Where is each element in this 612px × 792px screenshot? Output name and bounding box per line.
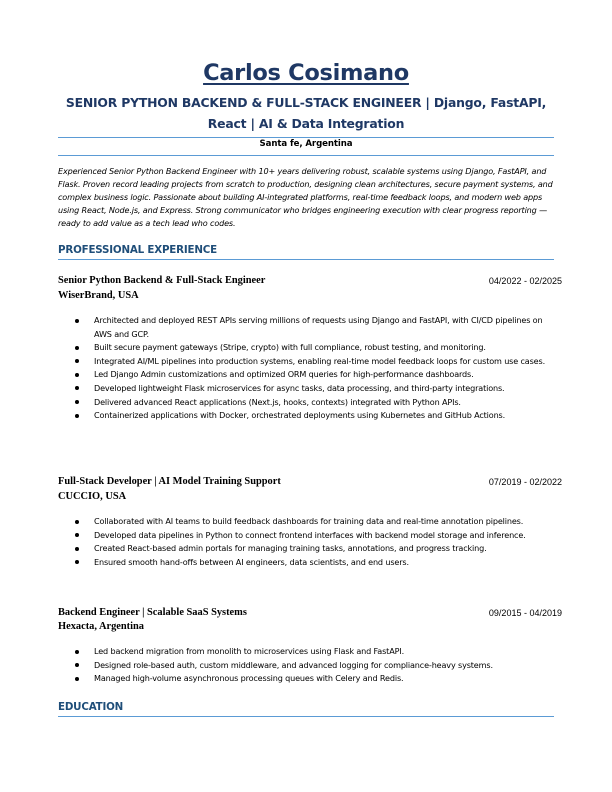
bullet-icon: [75, 663, 79, 667]
bullet-item: Ensured smooth hand-offs between AI engineers, data scientists, and end users.: [58, 556, 558, 570]
bullet-icon: [75, 677, 79, 681]
job-title: Full-Stack Developer | AI Model Training Support: [58, 476, 281, 487]
job-dates: 04/2022 - 02/2025: [488, 276, 562, 286]
bullet-icon: [75, 319, 79, 323]
job-company: WiserBrand, USA: [58, 290, 139, 301]
section-title-experience: PROFESSIONAL EXPERIENCE: [58, 244, 217, 256]
bullet-icon: [75, 359, 79, 363]
bullet-item: Developed data pipelines in Python to connect frontend interfaces with backend model storage and inference.: [58, 529, 558, 543]
headline: SENIOR PYTHON BACKEND & FULL-STACK ENGINEER | Django, FastAPI, React | AI & Data Integration: [65, 95, 547, 131]
bullet-item: Integrated AI/ML pipelines into production systems, enabling real-time model feedback loops for custom use cases.: [58, 355, 558, 369]
section-title-education: EDUCATION: [58, 701, 124, 713]
professional-summary: Experienced Senior Python Backend Engineer with 10+ years delivering robust, scalable systems using Django, FastAPI, and Flask. Proven record leading projects from scratch to production, designing clean architectures, secure payment systems, and complex business logic. Passionate about building AI-integrated platforms, real-time feedback loops, and modern web apps using React, Node.js, and Express. Strong communicator who bridges engineering execution with clear progress reporting — ready to add value as a tech lead who codes.: [58, 166, 553, 229]
job-title: Backend Engineer | Scalable SaaS Systems: [58, 607, 247, 618]
bullet-item: Led Django Admin customizations and optimized ORM queries for high-performance dashboards.: [58, 368, 558, 382]
bullet-icon: [75, 560, 79, 564]
job-company: CUCCIO, USA: [58, 491, 127, 502]
bullet-icon: [75, 386, 79, 390]
bullet-icon: [75, 400, 79, 404]
header-rule-top: [58, 137, 554, 138]
bullet-icon: [75, 414, 79, 418]
candidate-name: Carlos Cosimano: [203, 60, 409, 86]
job-bullets: [58, 645, 558, 686]
bullet-item: Developed lightweight Flask microservices for async tasks, data processing, and third-party integrations.: [58, 382, 558, 396]
bullet-icon: [75, 650, 79, 654]
job-bullets: [58, 515, 558, 569]
job-dates: 09/2015 - 04/2019: [488, 608, 562, 618]
bullet-item: Led backend migration from monolith to microservices using Flask and FastAPI.: [58, 645, 558, 659]
job-dates: 07/2019 - 02/2022: [488, 477, 562, 487]
bullet-icon: [75, 533, 79, 537]
bullet-icon: [75, 520, 79, 524]
section-rule-education: [58, 716, 554, 717]
bullet-icon: [75, 373, 79, 377]
location: Santa fe, Argentina: [259, 139, 353, 149]
job-company: Hexacta, Argentina: [58, 621, 144, 632]
section-rule-experience: [58, 259, 554, 260]
bullet-item: Designed role-based auth, custom middleware, and advanced logging for compliance-heavy systems.: [58, 659, 558, 673]
bullet-item: Managed high-volume asynchronous processing queues with Celery and Redis.: [58, 672, 558, 686]
header-rule-bottom: [58, 155, 554, 156]
bullet-icon: [75, 547, 79, 551]
job-title: Senior Python Backend & Full-Stack Engineer: [58, 275, 266, 286]
bullet-item: Delivered advanced React applications (Next.js, hooks, contexts) integrated with Python APIs.: [58, 396, 558, 410]
bullet-item: Containerized applications with Docker, orchestrated deployments using Kubernetes and GitHub Actions.: [58, 409, 558, 423]
bullet-icon: [75, 346, 79, 350]
bullet-item: Architected and deployed REST APIs serving millions of requests using Django and FastAPI, with CI/CD pipelines on AWS and GCP.: [58, 314, 558, 341]
bullet-item: Created React-based admin portals for managing training tasks, annotations, and progress tracking.: [58, 542, 558, 556]
bullet-item: Collaborated with AI teams to build feedback dashboards for training data and real-time annotation pipelines.: [58, 515, 558, 529]
bullet-item: Built secure payment gateways (Stripe, crypto) with full compliance, robust testing, and monitoring.: [58, 341, 558, 355]
job-bullets: [58, 314, 558, 423]
